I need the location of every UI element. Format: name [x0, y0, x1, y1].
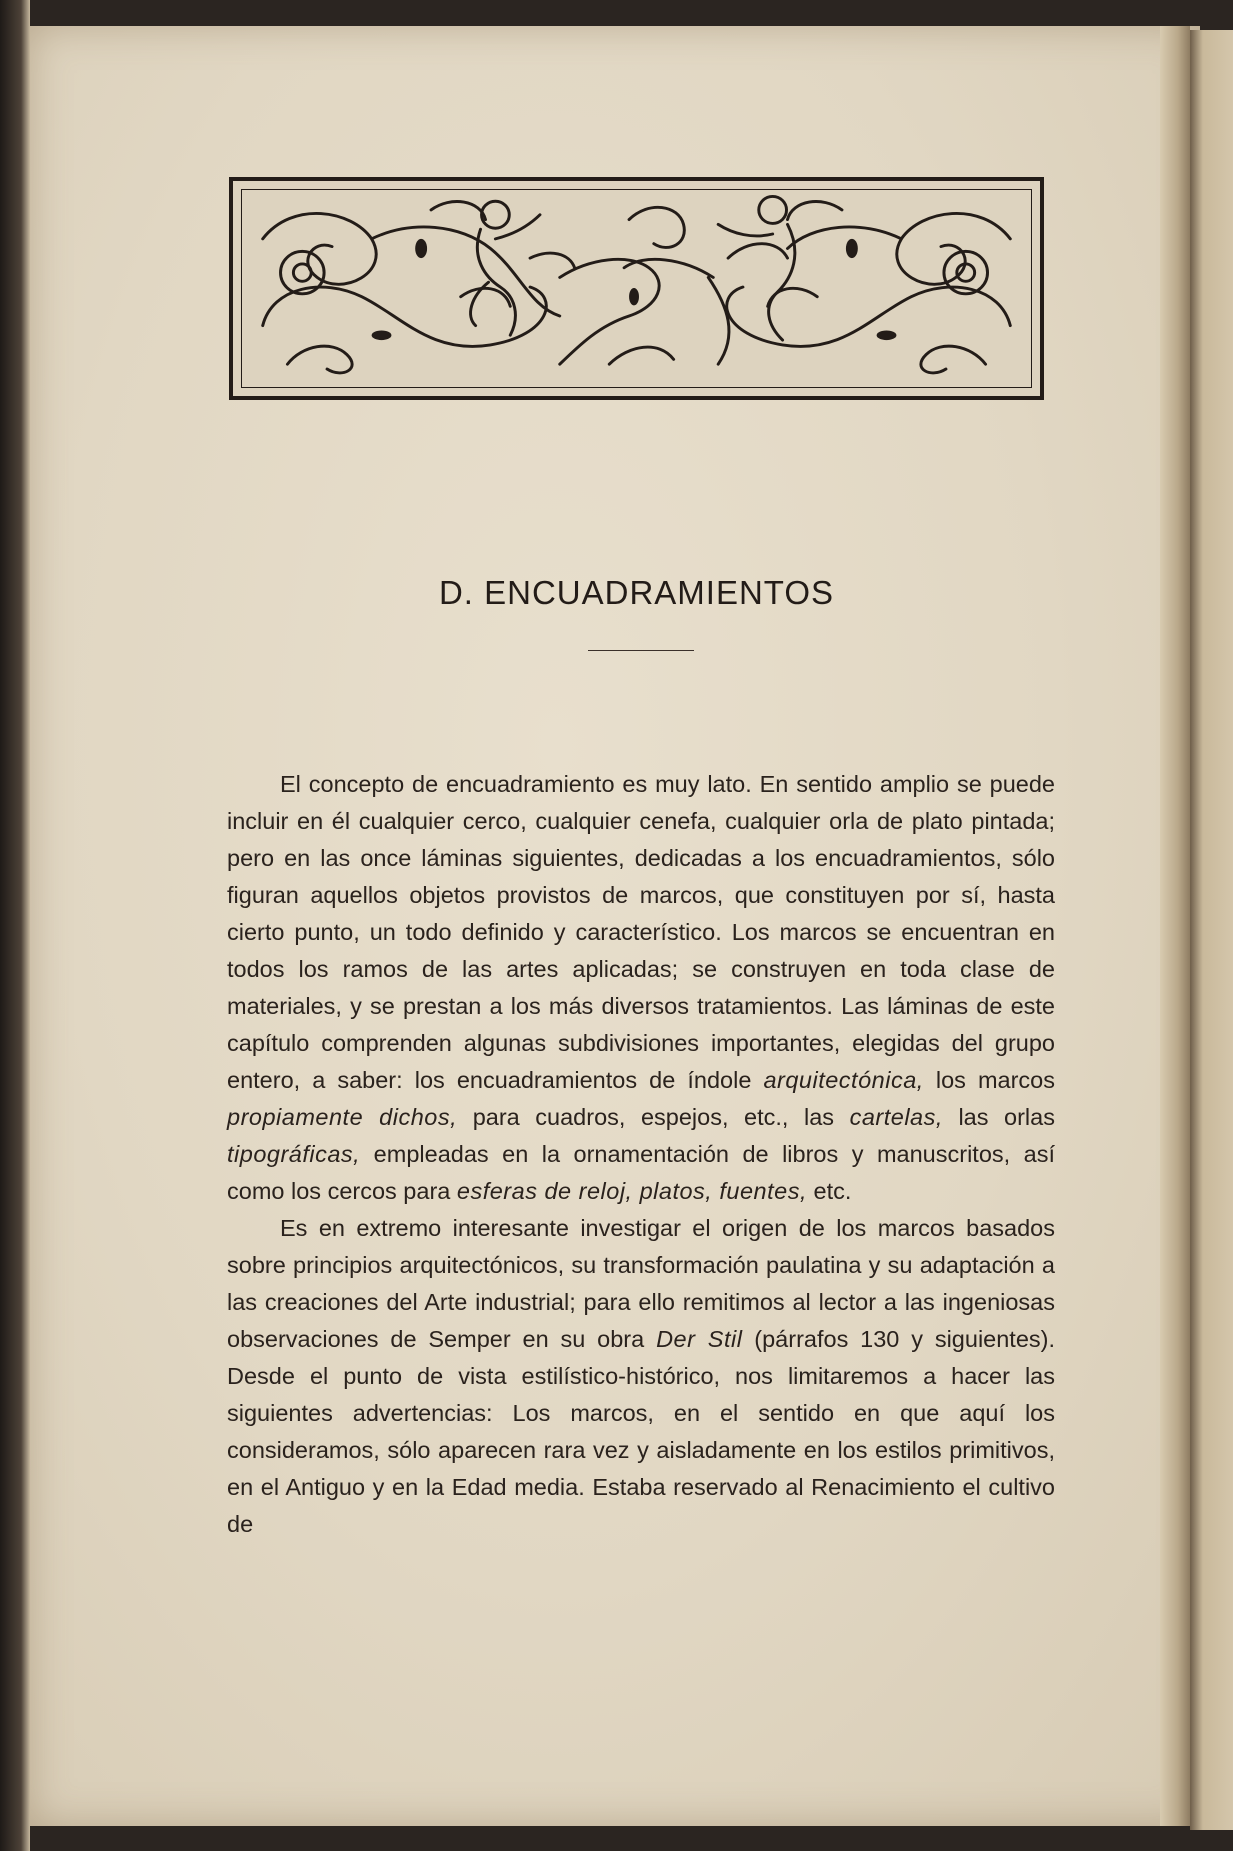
text-run: (párrafos 130 y siguientes). Desde el punto de vista estilístico-histórico, nos limitaremos a hacer las siguientes advertencias: Los marcos, en el sentido en que aquí los consideramos, sólo aparecen rara vez y aisladamente en los estilos primitivos, en el Antiguo y en la Edad media. Estaba reservado al Renacimiento el cultivo de	[227, 1326, 1056, 1537]
text-run: El concepto de encuadramiento es muy lato. En sentido amplio se puede incluir en él cualquier cerco, cualquier cenefa, cualquier orla de plato pintada; pero en las once láminas siguientes, dedicadas a los encuadramientos, sólo figuran aquellos objetos provistos de marcos, que constituyen por sí, hasta cierto punto, un todo definido y característico. Los marcos se encuentran en todos los ramos de las artes aplicadas; se construyen en toda clase de materiales, y se prestan a los más diversos tratamientos. Las láminas de este capítulo comprenden algunas subdivisiones importantes, elegidas del grupo entero, a saber: los encuadramientos de índole	[227, 771, 1055, 1093]
text-run: para cuadros, espejos, etc., las	[457, 1104, 850, 1130]
facing-page-edge	[1190, 30, 1233, 1830]
italic-run: Der Stil	[656, 1326, 743, 1352]
text-run: Es en extremo interesante investigar el origen de los marcos basados sobre principios arquitectónicos, su transformación paulatina y su adaptación a las creaciones del Arte industrial; para ello remitimos al lector a las ingeniosas observaciones de Semper en su obra	[227, 1215, 1055, 1352]
book-gutter	[1160, 26, 1190, 1826]
italic-run: arquitectónica,	[763, 1067, 924, 1093]
text-run: las orlas	[942, 1104, 1055, 1130]
text-run: empleadas en la ornamentación de libros y manuscritos, así como los cercos para	[227, 1141, 1055, 1204]
body-text	[227, 766, 1055, 1543]
italic-run: tipográficas,	[227, 1141, 361, 1167]
section-heading: D. ENCUADRAMIENTOS	[438, 574, 835, 611]
book-edge-left	[0, 0, 30, 1851]
text-run: etc.	[806, 1178, 852, 1204]
paragraph	[227, 1210, 1055, 1543]
italic-run: cartelas,	[849, 1104, 943, 1130]
text-run: los marcos	[923, 1067, 1055, 1093]
italic-run: esferas de reloj, platos, fuentes,	[456, 1178, 807, 1204]
rinceau-scroll-illustration	[233, 181, 1040, 396]
italic-run: propiamente dichos,	[227, 1104, 458, 1130]
decorative-headpiece-ornament	[229, 177, 1044, 400]
paragraph	[227, 766, 1055, 1210]
heading-rule-divider	[588, 650, 694, 651]
